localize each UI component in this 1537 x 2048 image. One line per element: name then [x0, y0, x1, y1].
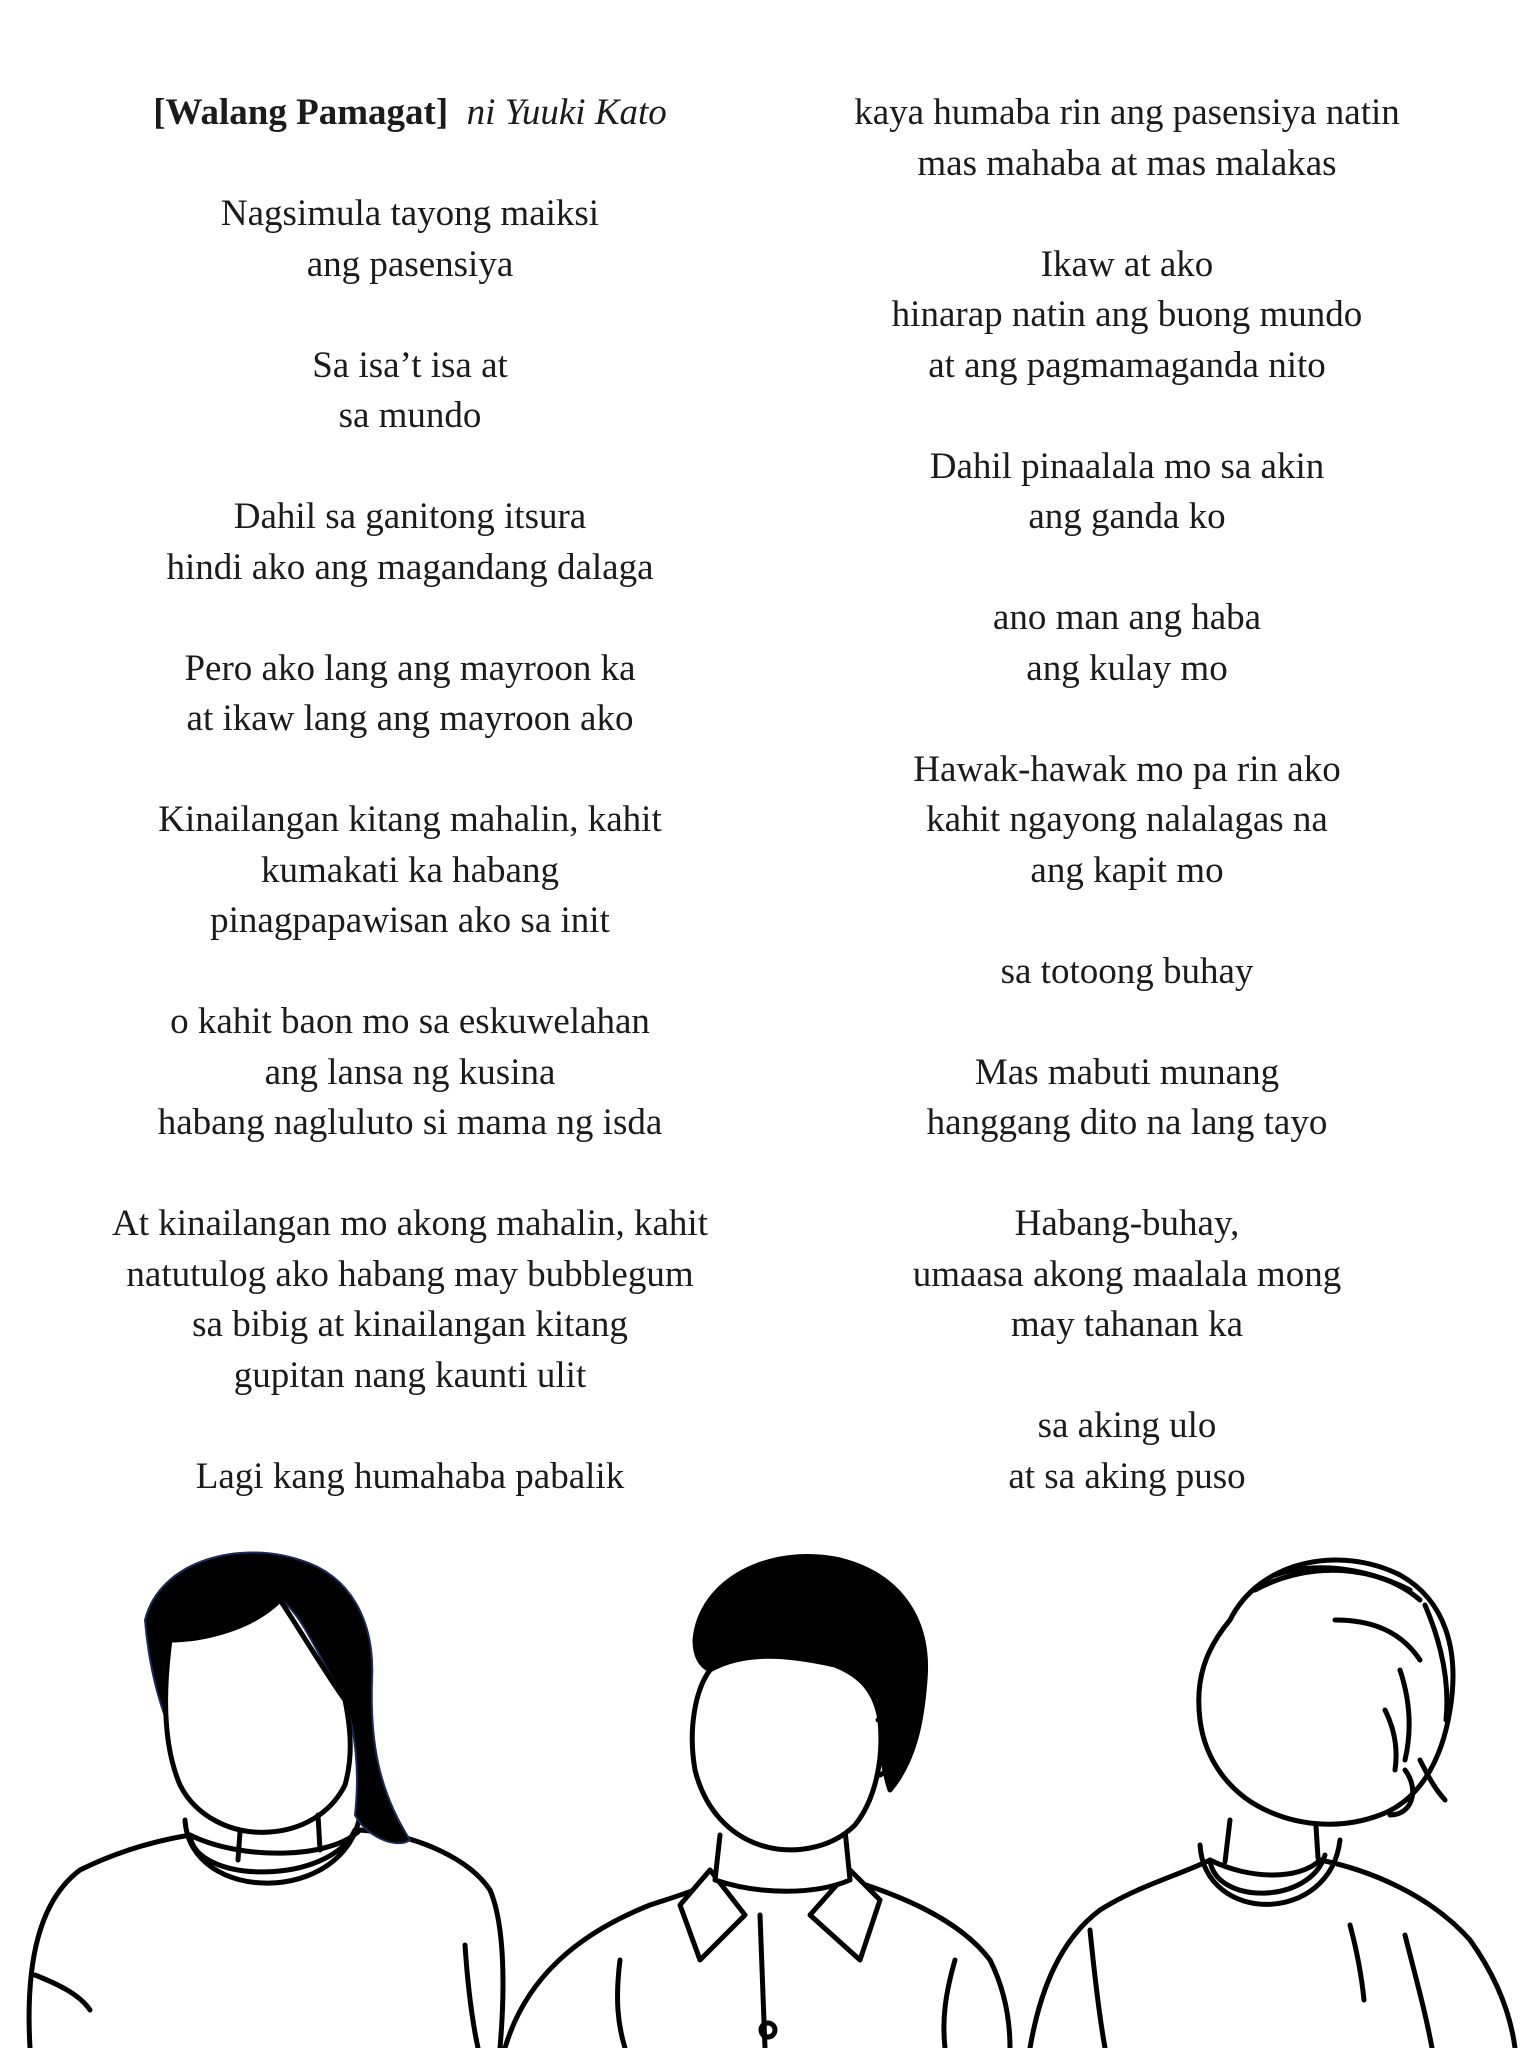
- poem-line: Nagsimula tayong maiksi: [220, 193, 600, 234]
- left-stanza: [50, 644, 770, 745]
- left-stanza: [50, 795, 770, 947]
- poem-line: ang pasensiya: [306, 243, 514, 285]
- poem-line: ang kulay mo: [1026, 647, 1228, 689]
- right-stanza: [767, 1048, 1487, 1149]
- right-stanza: [767, 88, 1487, 189]
- left-stanza: [50, 997, 770, 1149]
- poem-line: sa mundo: [338, 395, 482, 436]
- right-stanza: [767, 593, 1487, 694]
- left-stanza: [50, 492, 770, 593]
- poem-heading: [50, 88, 770, 139]
- right-stanzas: [767, 88, 1487, 1502]
- poem-line: mas mahaba at mas malakas: [917, 142, 1337, 184]
- poem-line: may tahanan ka: [1010, 1304, 1244, 1345]
- poem-line: kahit ngayong nalalagas na: [926, 799, 1328, 840]
- poem-line: at ikaw lang ang mayroon ako: [186, 698, 634, 739]
- right-stanza: [767, 745, 1487, 897]
- poem-line: o kahit baon mo sa eskuwelahan: [170, 1001, 650, 1042]
- poem-line: kumakati ka habang: [261, 849, 559, 891]
- poem-line: pinagpapawisan ako sa init: [210, 900, 610, 941]
- poem-line: habang nagluluto si mama ng isda: [157, 1102, 663, 1143]
- poem-line: natutulog ako habang may bubblegum: [126, 1253, 694, 1295]
- poem-line: ano man ang haba: [992, 597, 1262, 638]
- poem-line: hindi ako ang magandang dalaga: [166, 546, 654, 588]
- poem-line: Pero ako lang ang mayroon ka: [184, 647, 636, 689]
- long-hair-figure: [29, 1553, 503, 2048]
- poem-line: Mas mabuti munang: [974, 1051, 1280, 1093]
- poem-line: gupitan nang kaunti ulit: [233, 1354, 587, 1396]
- right-stanza: [767, 947, 1487, 998]
- right-stanza: [767, 442, 1487, 543]
- left-stanza: [50, 189, 770, 290]
- poem-line: Ikaw at ako: [1040, 243, 1214, 285]
- poem-line: Kinailangan kitang mahalin, kahit: [158, 799, 662, 840]
- poem-line: sa aking ulo: [1037, 1405, 1217, 1446]
- poem-line: Lagi kang humahaba pabalik: [195, 1455, 625, 1497]
- poem-line: At kinailangan mo akong mahalin, kahit: [112, 1203, 708, 1244]
- poem-line: sa totoong buhay: [1000, 950, 1254, 992]
- right-stanza: [767, 1401, 1487, 1502]
- poem-line: Hawak-hawak mo pa rin ako: [913, 748, 1341, 790]
- right-stanza: [767, 1199, 1487, 1351]
- poem-line: hinarap natin ang buong mundo: [891, 294, 1363, 335]
- poem-line: sa bibig at kinailangan kitang: [192, 1304, 628, 1345]
- left-stanza: [50, 1452, 770, 1503]
- left-stanza: [50, 341, 770, 442]
- poem-line: Dahil pinaalala mo sa akin: [929, 445, 1325, 487]
- poem-line: hanggang dito na lang tayo: [926, 1102, 1328, 1143]
- right-stanza: [767, 240, 1487, 392]
- poem-title: [Walang Pamagat]: [153, 92, 449, 133]
- three-faceless-figures-illustration: [0, 1520, 1537, 2048]
- poem-byline: ni Yuuki Kato: [466, 92, 667, 133]
- poem-line: ang lansa ng kusina: [264, 1051, 556, 1093]
- poem-line: Dahil sa ganitong itsura: [233, 496, 587, 537]
- poem-line: ang kapit mo: [1030, 849, 1224, 891]
- poem-line: ang ganda ko: [1028, 496, 1226, 537]
- poem-line: at ang pagmamaganda nito: [928, 344, 1326, 386]
- poem-line: Habang-buhay,: [1014, 1203, 1240, 1244]
- balding-figure: [1030, 1560, 1515, 2048]
- poem-right-column: [767, 88, 1487, 1553]
- poem-left-column: [50, 88, 770, 1553]
- poem-line: umaasa akong maalala mong: [912, 1253, 1342, 1295]
- poem-line: at sa aking puso: [1008, 1455, 1246, 1497]
- short-hair-figure: [505, 1557, 1010, 2048]
- poem-line: kaya humaba rin ang pasensiya natin: [854, 92, 1400, 133]
- poem-line: Sa isa’t isa at: [312, 344, 508, 386]
- left-stanzas: [50, 189, 770, 1502]
- left-stanza: [50, 1199, 770, 1401]
